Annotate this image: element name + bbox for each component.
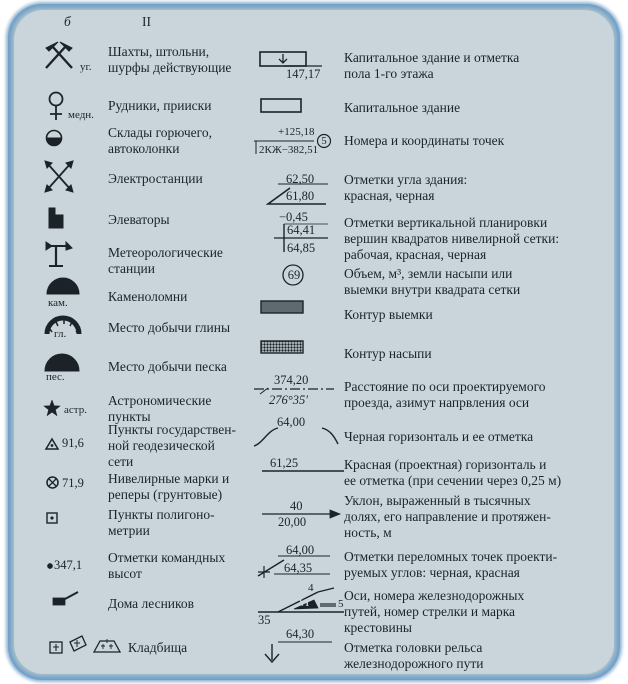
star-icon [44, 400, 62, 418]
column-number: II [142, 14, 151, 29]
left-label: станции [108, 261, 155, 276]
left-label: Элеваторы [108, 212, 170, 227]
point-coord-bottom: 2КЖ−382,51 [259, 144, 319, 156]
left-label: Пункты государствен- [108, 422, 236, 437]
left-label: высот [108, 566, 142, 581]
sand-pit-icon [42, 350, 84, 372]
right-label: Красная (проектная) горизонталь и [344, 457, 547, 472]
left-label: Пункты полигоно- [108, 507, 215, 522]
left-label: Рудники, прииски [108, 98, 212, 113]
right-label: Расстояние по оси проектируемого [344, 379, 546, 394]
crossed-hammers-icon [42, 40, 78, 72]
right-label: Контур насыпи [344, 346, 432, 361]
right-label: ность, м [344, 525, 392, 540]
legend-sheet [14, 10, 614, 674]
left-label: Электростанции [108, 171, 203, 186]
right-label: Оси, номера железнодорожных [344, 588, 525, 603]
mine-symbol-icon [44, 90, 70, 122]
right-label: вершин квадратов нивелирной сетки: [344, 231, 560, 246]
left-label: реперы (грунтовые) [108, 487, 223, 502]
right-label: руемых углов: черная, красная [344, 565, 520, 580]
rail-axis-number: 4 [308, 582, 314, 594]
building-elevation: 147,17 [286, 67, 321, 81]
fill-contour-symbol [260, 340, 308, 358]
right-label: крестовины [344, 620, 412, 635]
left-label: Шахты, штольни, [108, 44, 210, 59]
black-contour-symbol [248, 415, 344, 450]
left-label: автоколонки [108, 141, 180, 156]
point-number: 5 [321, 135, 327, 147]
corner-black-mark: 61,80 [286, 189, 315, 203]
dot-icon [46, 562, 54, 570]
rail-switch-number: VI [299, 598, 310, 608]
right-label: Отметки угла здания: [344, 172, 468, 187]
rail-head-mark: 64,30 [286, 627, 315, 641]
right-label: Уклон, выраженный в тысячных [344, 493, 531, 508]
abbr-label: 91,6 [62, 436, 84, 450]
right-label: путей, номер стрелки и марка [344, 604, 516, 619]
elevator-icon [48, 206, 68, 230]
slope-value: 40 [290, 499, 303, 513]
right-label: Номера и координаты точек [344, 133, 505, 148]
left-label: Склады горючего, [108, 125, 212, 140]
right-label: Отметка головки рельса [344, 640, 483, 655]
left-label: Каменоломни [108, 289, 188, 304]
abbr-label: 347,1 [54, 558, 83, 572]
left-label: Астрономические [108, 393, 212, 408]
black-contour-mark: 64,00 [277, 415, 306, 429]
right-label: пола 1-го этажа [344, 66, 434, 81]
house-icon [52, 590, 82, 608]
rail-head-symbol [260, 640, 344, 666]
red-contour-symbol [258, 468, 348, 480]
abbr-label: астр. [64, 404, 87, 416]
right-label: Отметки вертикальной планировки [344, 215, 548, 230]
weather-station-icon [44, 238, 76, 268]
right-label: красная, черная [344, 188, 435, 203]
left-label: Кладбища [128, 640, 188, 655]
abbr-label: кам. [48, 297, 68, 309]
right-label: Капитальное здание и отметка [344, 50, 520, 65]
power-station-icon [44, 160, 76, 194]
corner-red-mark: 62,50 [286, 172, 315, 186]
abbr-label: медн. [68, 109, 94, 121]
volume-value: 69 [287, 268, 301, 282]
left-label: Отметки командных [108, 550, 226, 565]
turn-red-mark: 64,35 [284, 561, 313, 575]
left-label: Место добычи песка [108, 359, 227, 374]
circle-cross-icon [46, 476, 60, 490]
right-label: проезда, азимут напрвления оси [344, 395, 530, 410]
right-label: Контур выемки [344, 307, 433, 322]
cemetery-icon [48, 632, 134, 658]
rail-track-number: 35 [258, 613, 271, 627]
abbr-label: 71,9 [62, 476, 84, 490]
left-label: сети [108, 454, 134, 469]
right-label: Отметки переломных точек проекти- [344, 549, 558, 564]
right-label: выемки внутри квадрата сетки [344, 282, 521, 297]
left-label: шурфы действующие [108, 60, 232, 75]
right-label: Объем, м³, земли насыпи или [344, 266, 513, 281]
right-label: долях, его направление и протяжен- [344, 509, 551, 524]
cut-contour-symbol [260, 300, 308, 318]
red-contour-mark: 61,25 [270, 456, 299, 470]
right-label: Капитальное здание [344, 100, 461, 115]
left-label: пункты [108, 409, 151, 424]
left-label: Дома лесников [108, 596, 195, 611]
point-coord-top: +125,18 [278, 126, 315, 138]
capital-building-symbol [260, 98, 304, 114]
right-label: Черная горизонталь и ее отметка [344, 429, 534, 444]
right-label: железнодорожного пути [344, 656, 484, 671]
left-label: ной геодезической [108, 438, 215, 453]
abbr-label: уг. [80, 61, 92, 73]
left-label: Место добычи глины [108, 320, 231, 335]
grid-red-mark: 64,41 [287, 223, 316, 237]
triangle-icon [46, 438, 60, 450]
rail-frog-mark: 5 [338, 598, 344, 610]
square-dot-icon [46, 512, 60, 526]
quarry-icon [44, 274, 84, 296]
slope-length: 20,00 [278, 515, 307, 529]
grid-work-mark: −0,45 [279, 210, 308, 224]
left-label: метрии [108, 523, 150, 538]
right-label: рабочая, красная, черная [344, 247, 487, 262]
left-label: Метеорологические [108, 245, 223, 260]
turn-black-mark: 64,00 [286, 543, 315, 557]
grid-black-mark: 64,85 [287, 241, 316, 255]
section-letter: б [64, 14, 71, 29]
abbr-label: гл. [54, 328, 67, 340]
axis-azimuth: 276°35′ [269, 393, 308, 407]
fuel-depot-icon [44, 128, 66, 150]
left-label: Нивелирные марки и [108, 471, 230, 486]
abbr-label: пес. [46, 371, 65, 383]
axis-distance: 374,20 [274, 373, 309, 387]
right-label: ее отметка (при сечении через 0,25 м) [344, 473, 562, 488]
